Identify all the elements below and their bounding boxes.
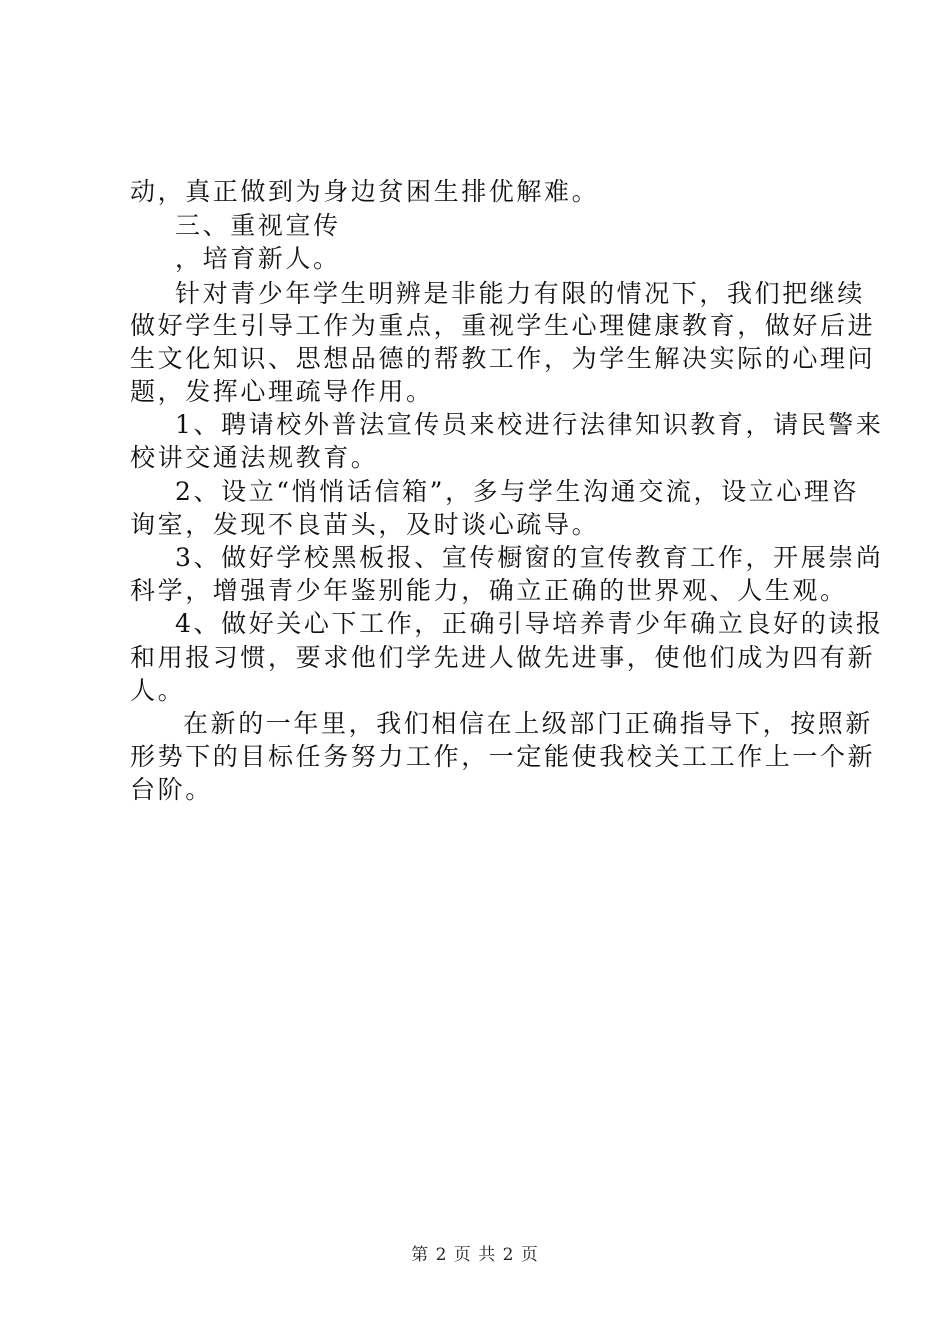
text-line: 生文化知识、思想品德的帮教工作，为学生解决实际的心理问 xyxy=(130,344,876,373)
text-line: 台阶。 xyxy=(130,775,213,804)
text-line: 针对青少年学生明辨是非能力有限的情况下，我们把继续 xyxy=(175,279,866,308)
text-line: 2、设立“悄悄话信箱”，多与学生沟通交流，设立心理咨 xyxy=(175,477,860,506)
text-line: 在新的一年里，我们相信在上级部门正确指导下，按照新 xyxy=(183,709,874,738)
text-line: ，培育新人。 xyxy=(175,244,341,273)
page-footer: 第 2 页 共 2 页 xyxy=(411,1245,539,1265)
section-heading: 三、重视宣传 xyxy=(175,211,341,240)
text-line: 询室，发现不良苗头，及时谈心疏导。 xyxy=(130,510,600,539)
text-line: 人。 xyxy=(130,676,186,705)
text-line: 做好学生引导工作为重点，重视学生心理健康教育，做好后进 xyxy=(130,311,876,340)
text-line: 和用报习惯，要求他们学先进人做先进事，使他们成为四有新 xyxy=(130,643,876,672)
text-line: 动，真正做到为身边贫困生排优解难。 xyxy=(130,177,600,206)
text-line: 3、做好学校黑板报、宣传橱窗的宣传教育工作，开展崇尚 xyxy=(175,543,884,572)
text-line: 4、做好关心下工作，正确引导培养青少年确立良好的读报 xyxy=(175,609,884,638)
text-line: 形势下的目标任务努力工作，一定能使我校关工工作上一个新 xyxy=(130,742,876,771)
text-line: 校讲交通法规教育。 xyxy=(130,443,379,472)
text-line: 1、聘请校外普法宣传员来校进行法律知识教育，请民警来 xyxy=(175,410,884,439)
text-line: 科学，增强青少年鉴别能力，确立正确的世界观、人生观。 xyxy=(130,576,848,605)
text-line: 题，发挥心理疏导作用。 xyxy=(130,377,434,406)
